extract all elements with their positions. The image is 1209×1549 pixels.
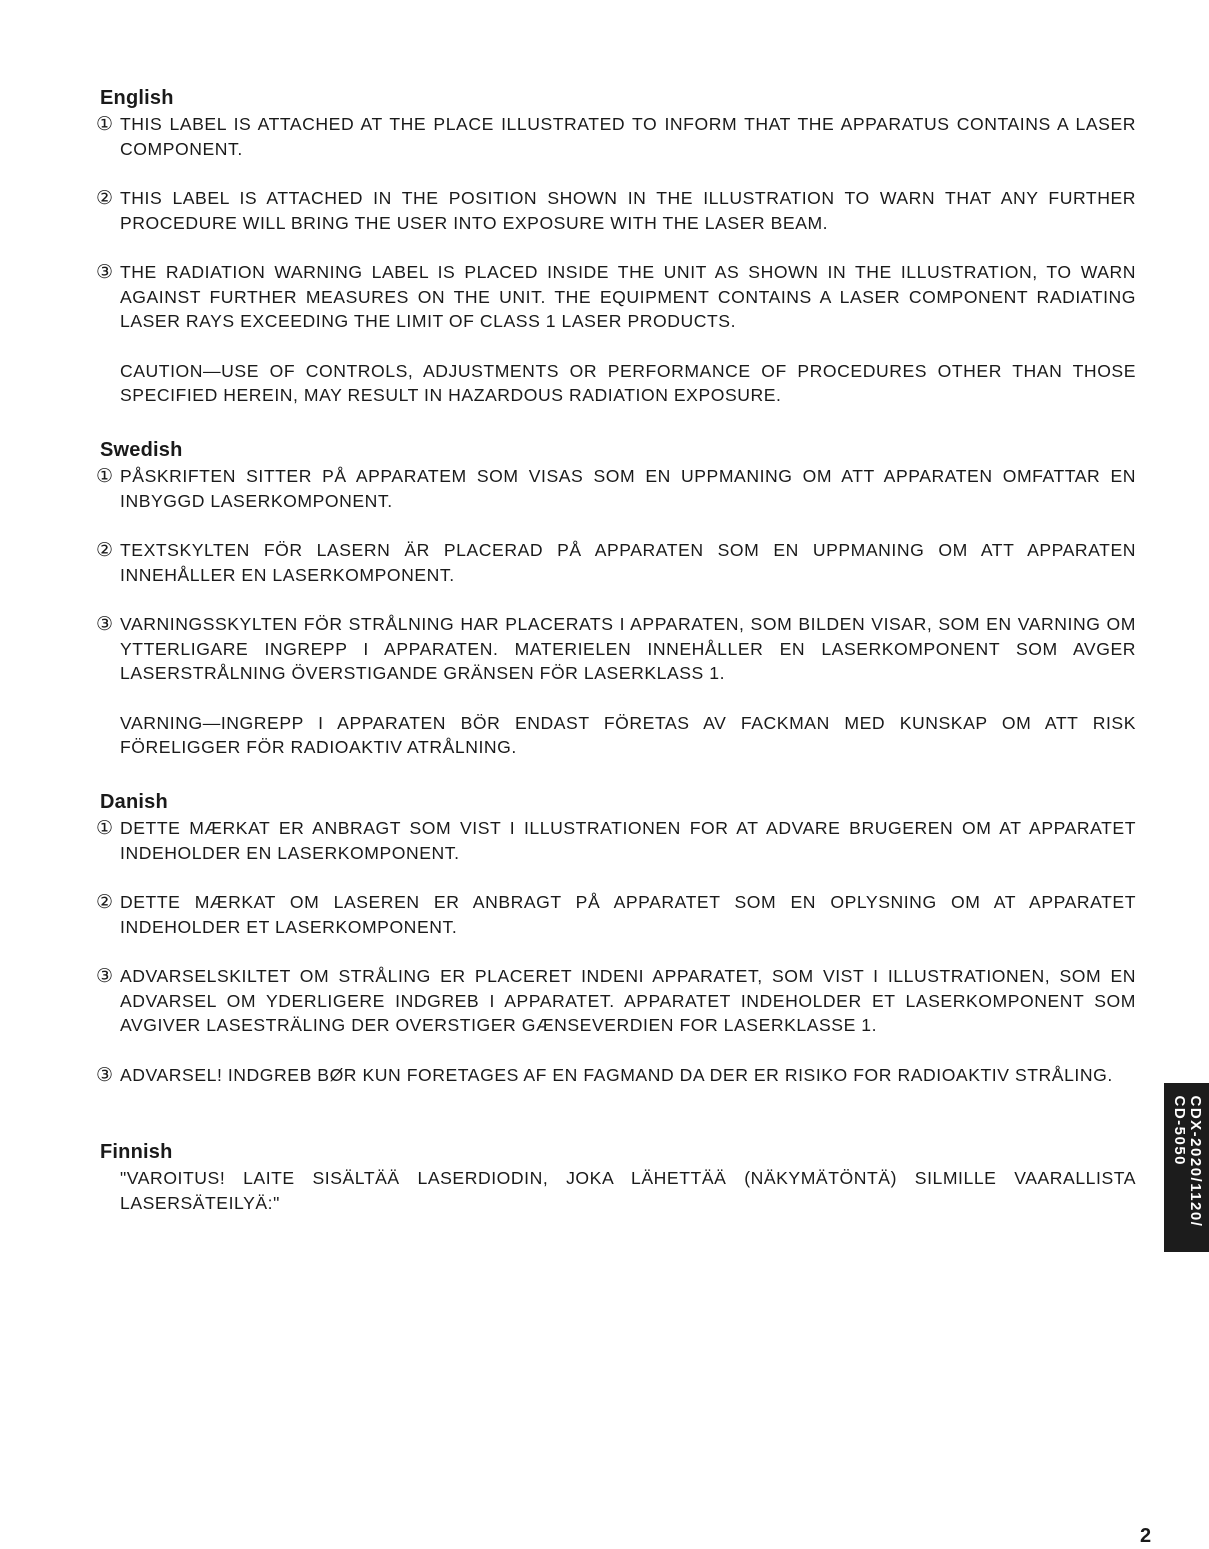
- model-number-label: CDX-2020/1120/ CD-5050: [1170, 1095, 1204, 1227]
- section-finnish: [96, 1140, 1136, 1240]
- item-text: THIS LABEL IS ATTACHED AT THE PLACE ILLUSTRATED TO INFORM THAT THE APPARATUS CONTAINS A LASER COMPONENT.: [120, 114, 1136, 159]
- section-heading: Danish: [100, 791, 168, 813]
- section-heading: Finnish: [100, 1141, 173, 1163]
- circled-number-marker: ①: [96, 113, 114, 135]
- item-text: ADVARSEL! INDGREB BØR KUN FORETAGES AF EN FAGMAND DA DER ER RISIKO FOR RADIOAKTIV STRÅLING.: [120, 1064, 1113, 1085]
- caution-note: VARNING—INGREPP I APPARATEN BÖR ENDAST FÖRETAS AV FACKMAN MED KUNSKAP OM ATT RISK FÖRELIGGER FÖR RADIOAKTIV ATRÅLNING.: [120, 712, 1136, 757]
- warning-note: "VAROITUS! LAITE SISÄLTÄÄ LASERDIODIN, JOKA LÄHETTÄÄ (NÄKYMÄTÖNTÄ) SILMILLE VAARALLISTA LASERSÄTEILYÄ:": [120, 1168, 1136, 1213]
- item-text: THE RADIATION WARNING LABEL IS PLACED INSIDE THE UNIT AS SHOWN IN THE ILLUSTRATION, TO WARN AGAINST FURTHER MEASURES ON THE UNIT. THE EQUIPMENT CONTAINS A LASER COMPONENT RADIATING LASER RAYS EXCEEDING THE LIMIT OF CLASS 1 LASER PRODUCTS.: [120, 262, 1136, 331]
- circled-number-marker: ①: [96, 465, 114, 487]
- list-item: [96, 538, 1136, 587]
- section-swedish: [96, 438, 1136, 785]
- list-item: [96, 464, 1136, 513]
- section-danish: [96, 790, 1136, 1112]
- model-side-tab: [1164, 1083, 1209, 1252]
- caution-note: CAUTION—USE OF CONTROLS, ADJUSTMENTS OR PERFORMANCE OF PROCEDURES OTHER THAN THOSE SPECIFIED HEREIN, MAY RESULT IN HAZARDOUS RADIATION EXPOSURE.: [120, 360, 1136, 405]
- circled-number-marker: ③: [96, 1063, 114, 1086]
- list-item: [96, 112, 1136, 161]
- item-text: TEXTSKYLTEN FÖR LASERN ÄR PLACERAD PÅ APPARATEN SOM EN UPPMANING OM ATT APPARATEN INNEHÅLLER EN LASERKOMPONENT.: [120, 540, 1136, 585]
- item-text: DETTE MÆRKAT OM LASEREN ER ANBRAGT PÅ APPARATET SOM EN OPLYSNING OM AT APPARATET INDEHOLDER ET LASERKOMPONENT.: [120, 892, 1136, 937]
- list-item: [96, 1063, 1136, 1088]
- circled-number-marker: ①: [96, 817, 114, 839]
- circled-number-marker: ②: [96, 891, 114, 913]
- item-text: THIS LABEL IS ATTACHED IN THE POSITION SHOWN IN THE ILLUSTRATION TO WARN THAT ANY FURTHER PROCEDURE WILL BRING THE USER INTO EXPOSURE WITH THE LASER BEAM.: [120, 188, 1136, 233]
- page-number: 2: [1140, 1525, 1152, 1547]
- list-item: [96, 964, 1136, 1038]
- list-item: [96, 260, 1136, 334]
- list-item: [96, 186, 1136, 235]
- circled-number-marker: ③: [96, 965, 114, 987]
- item-text: DETTE MÆRKAT ER ANBRAGT SOM VIST I ILLUSTRATIONEN FOR AT ADVARE BRUGEREN OM AT APPARATET INDEHOLDER EN LASERKOMPONENT.: [120, 818, 1136, 863]
- section-english: [96, 86, 1136, 433]
- section-heading: Swedish: [100, 439, 183, 461]
- section-heading: English: [100, 87, 174, 109]
- circled-number-marker: ②: [96, 187, 114, 209]
- item-text: VARNINGSSKYLTEN FÖR STRÅLNING HAR PLACERATS I APPARATEN, SOM BILDEN VISAR, SOM EN VARNING OM YTTERLIGARE INGREPP I APPARATEN. MATERIELEN INNEHÅLLER EN LASERKOMPONENT SOM AVGER LASERSTRÅLNING ÖVERSTIGANDE GRÄNSEN FÖR LASERKLASS 1.: [120, 614, 1136, 683]
- circled-number-marker: ②: [96, 539, 114, 561]
- list-item: [96, 612, 1136, 686]
- list-item: [96, 890, 1136, 939]
- list-item: [96, 816, 1136, 865]
- circled-number-marker: ③: [96, 261, 114, 283]
- item-text: ADVARSELSKILTET OM STRÅLING ER PLACERET INDENI APPARATET, SOM VIST I ILLUSTRATIONEN, SOM EN ADVARSEL OM YDERLIGERE INDGREB I APPARATET. APPARATET INDEHOLDER ET LASERKOMPONENT SOM AVGIVER LASESTRÄLING DER OVERSTIGER GÆNSEVERDIEN FOR LASERKLASSE 1.: [120, 966, 1136, 1035]
- item-text: PÅSKRIFTEN SITTER PÅ APPARATEM SOM VISAS SOM EN UPPMANING OM ATT APPARATEN OMFATTAR EN INBYGGD LASERKOMPONENT.: [120, 466, 1136, 511]
- circled-number-marker: ③: [96, 613, 114, 635]
